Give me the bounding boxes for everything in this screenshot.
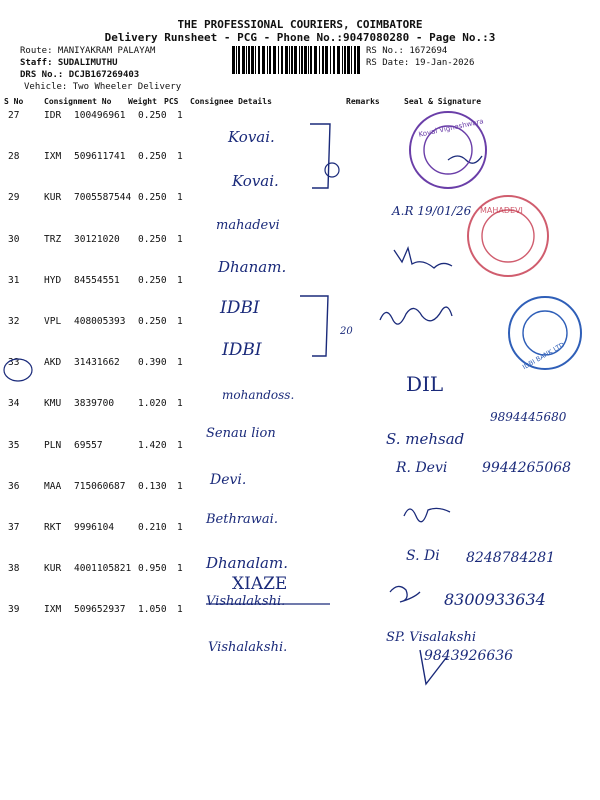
title-line-1: THE PROFESSIONAL COURIERS, COIMBATORE xyxy=(177,18,423,31)
row-sno: 28 xyxy=(8,151,20,163)
column-consignment: Consignment No xyxy=(44,97,112,106)
row-consignment-number: 509652937 xyxy=(74,604,126,616)
hw-dhanam: Dhanam. xyxy=(218,258,287,276)
row-weight: 0.130 xyxy=(138,480,167,492)
row-consignment-number: 100496961 xyxy=(74,110,126,121)
row-weight: 0.390 xyxy=(138,357,167,369)
hw-kovai-1: Kovai. xyxy=(228,128,275,146)
row-code: VPL xyxy=(44,316,62,327)
row-code: KMU xyxy=(44,398,62,410)
row-consignment-number: 9996104 xyxy=(74,522,115,533)
hw-vishalakshi-struck: Vishalakshi. xyxy=(206,594,286,609)
hw-bracket-note: 20 xyxy=(340,326,353,337)
hw-xiaze: XIAZE xyxy=(232,574,288,594)
hw-phone-37: 8248784281 xyxy=(466,550,556,566)
row-code: KUR xyxy=(44,563,62,575)
row-weight: 0.250 xyxy=(138,316,167,327)
bracket-mark-kovai xyxy=(310,124,330,188)
hw-phone-35: 9944265068 xyxy=(482,460,572,476)
row-pcs: 1 xyxy=(177,522,183,533)
row-weight: 1.020 xyxy=(138,398,167,410)
hw-kovai-2: Kovai. xyxy=(232,172,279,190)
title-line-2: Delivery Runsheet - PCG - Phone No.:9047080280 - Page No.:3 xyxy=(104,31,496,44)
hw-phone-39: 9843926636 xyxy=(424,648,514,664)
circled-mark xyxy=(325,163,339,177)
row-consignment-number: 30121020 xyxy=(74,233,120,245)
row-weight: 0.250 xyxy=(138,110,167,121)
row-pcs: 1 xyxy=(177,439,183,451)
rs-number: RS No.: 1672694 xyxy=(366,46,448,56)
hw-idbi-2: IDBI xyxy=(222,340,262,360)
row-code: HYD xyxy=(44,274,62,286)
row-consignment-number: 408005393 xyxy=(74,316,126,327)
row-code: AKD xyxy=(44,357,62,369)
hw-dil: DIL xyxy=(406,372,444,396)
row-sno: 33 xyxy=(8,357,20,369)
row-consignment-number: 7005587544 xyxy=(74,192,132,204)
row-sno: 29 xyxy=(8,192,20,204)
row-sno: 30 xyxy=(8,233,20,245)
row-weight: 0.250 xyxy=(138,233,167,245)
hw-idbi-1: IDBI xyxy=(220,298,260,318)
row-weight: 0.950 xyxy=(138,563,167,575)
row-pcs: 1 xyxy=(177,604,183,616)
row-sno: 34 xyxy=(8,398,20,410)
row-pcs: 1 xyxy=(177,110,183,121)
hw-mohandoss: mohandoss. xyxy=(222,388,295,402)
signature-scribble-30 xyxy=(394,248,452,268)
hw-devi-name: Devi. xyxy=(210,472,247,488)
row-sno: 36 xyxy=(8,480,20,492)
signature-scribble-38 xyxy=(390,586,420,602)
stamp-text-mahadevi: MAHADEVI xyxy=(480,206,523,215)
row-code: MAA xyxy=(44,480,62,492)
row-sno: 38 xyxy=(8,563,20,575)
row-pcs: 1 xyxy=(177,192,183,204)
row-sno: 27 xyxy=(8,110,20,121)
hw-dhanalam: Dhanalam. xyxy=(206,554,288,572)
row-weight: 1.050 xyxy=(138,604,167,616)
row-pcs: 1 xyxy=(177,274,183,286)
hw-senthil: Senau lion xyxy=(206,426,276,441)
rs-date: RS Date: 19-Jan-2026 xyxy=(366,58,475,68)
row-code: PLN xyxy=(44,439,62,451)
row-pcs: 1 xyxy=(177,316,183,327)
column-remarks: Remarks xyxy=(346,97,380,106)
hw-bethrawai: Bethrawai. xyxy=(206,512,278,527)
bracket-mark-idbi xyxy=(300,296,328,356)
row-sno: 35 xyxy=(8,439,20,451)
row-consignment-number: 715060687 xyxy=(74,480,126,492)
row-pcs: 1 xyxy=(177,151,183,163)
row-code: RKT xyxy=(44,522,62,533)
row-code: TRZ xyxy=(44,233,62,245)
row-consignment-number: 509611741 xyxy=(74,151,126,163)
route-label: Route: MANIYAKRAM PALAYAM xyxy=(20,46,156,56)
circled-sno-mark xyxy=(4,359,32,381)
stamp-text-idbi: IDBI BANK LTD xyxy=(521,340,567,372)
row-pcs: 1 xyxy=(177,233,183,245)
drs-label: DRS No.: DCJB167269403 xyxy=(20,70,140,80)
row-weight: 1.420 xyxy=(138,439,167,451)
row-consignment-number: 31431662 xyxy=(74,357,120,369)
stamp-text-vigneshwara: Kovai Vigneshwara xyxy=(417,117,485,139)
row-code: IXM xyxy=(44,151,62,163)
column-sno: S No xyxy=(4,97,24,106)
row-sno: 37 xyxy=(8,522,20,533)
row-code: KUR xyxy=(44,192,62,204)
row-consignment-number: 84554551 xyxy=(74,274,120,286)
row-pcs: 1 xyxy=(177,563,183,575)
row-consignment-number: 4001105821 xyxy=(74,563,132,575)
hw-sp-visalakshi: SP. Visalakshi xyxy=(386,630,477,645)
column-consignee: Consignee Details xyxy=(190,97,272,106)
row-sno: 39 xyxy=(8,604,20,616)
signature-scribble-36 xyxy=(404,508,450,521)
hw-mahadevi: mahadevi xyxy=(216,218,280,233)
row-pcs: 1 xyxy=(177,480,183,492)
row-code: IXM xyxy=(44,604,62,616)
hw-devi-sign: R. Devi xyxy=(396,460,448,476)
staff-label: Staff: SUDALIMUTHU xyxy=(20,58,118,68)
row-consignment-number: 3839700 xyxy=(74,398,115,410)
row-pcs: 1 xyxy=(177,357,183,369)
row-weight: 0.250 xyxy=(138,192,167,204)
row-code: IDR xyxy=(44,110,62,121)
row-pcs: 1 xyxy=(177,398,183,410)
hw-s-mehsad: S. mehsad xyxy=(386,430,465,448)
vehicle-label: Vehicle: Two Wheeler Delivery xyxy=(24,82,182,92)
hw-ar-date: A.R 19/01/26 xyxy=(392,204,472,218)
column-weight: Weight xyxy=(128,97,157,106)
hw-phone-34: 9894445680 xyxy=(490,410,567,424)
row-consignment-number: 69557 xyxy=(74,439,103,451)
row-weight: 0.210 xyxy=(138,522,167,533)
signature-scribble-32 xyxy=(380,307,452,324)
hw-phone-38: 8300933634 xyxy=(444,590,546,609)
signature-scribble-27 xyxy=(448,156,482,163)
row-weight: 0.250 xyxy=(138,274,167,286)
row-sno: 31 xyxy=(8,274,20,286)
column-seal-signature: Seal & Signature xyxy=(404,97,482,106)
row-weight: 0.250 xyxy=(138,151,167,163)
hw-s-di: S. Di xyxy=(406,548,440,564)
hw-vishalakshi: Vishalakshi. xyxy=(208,640,288,655)
row-sno: 32 xyxy=(8,316,20,327)
column-pcs: PCS xyxy=(164,97,179,106)
